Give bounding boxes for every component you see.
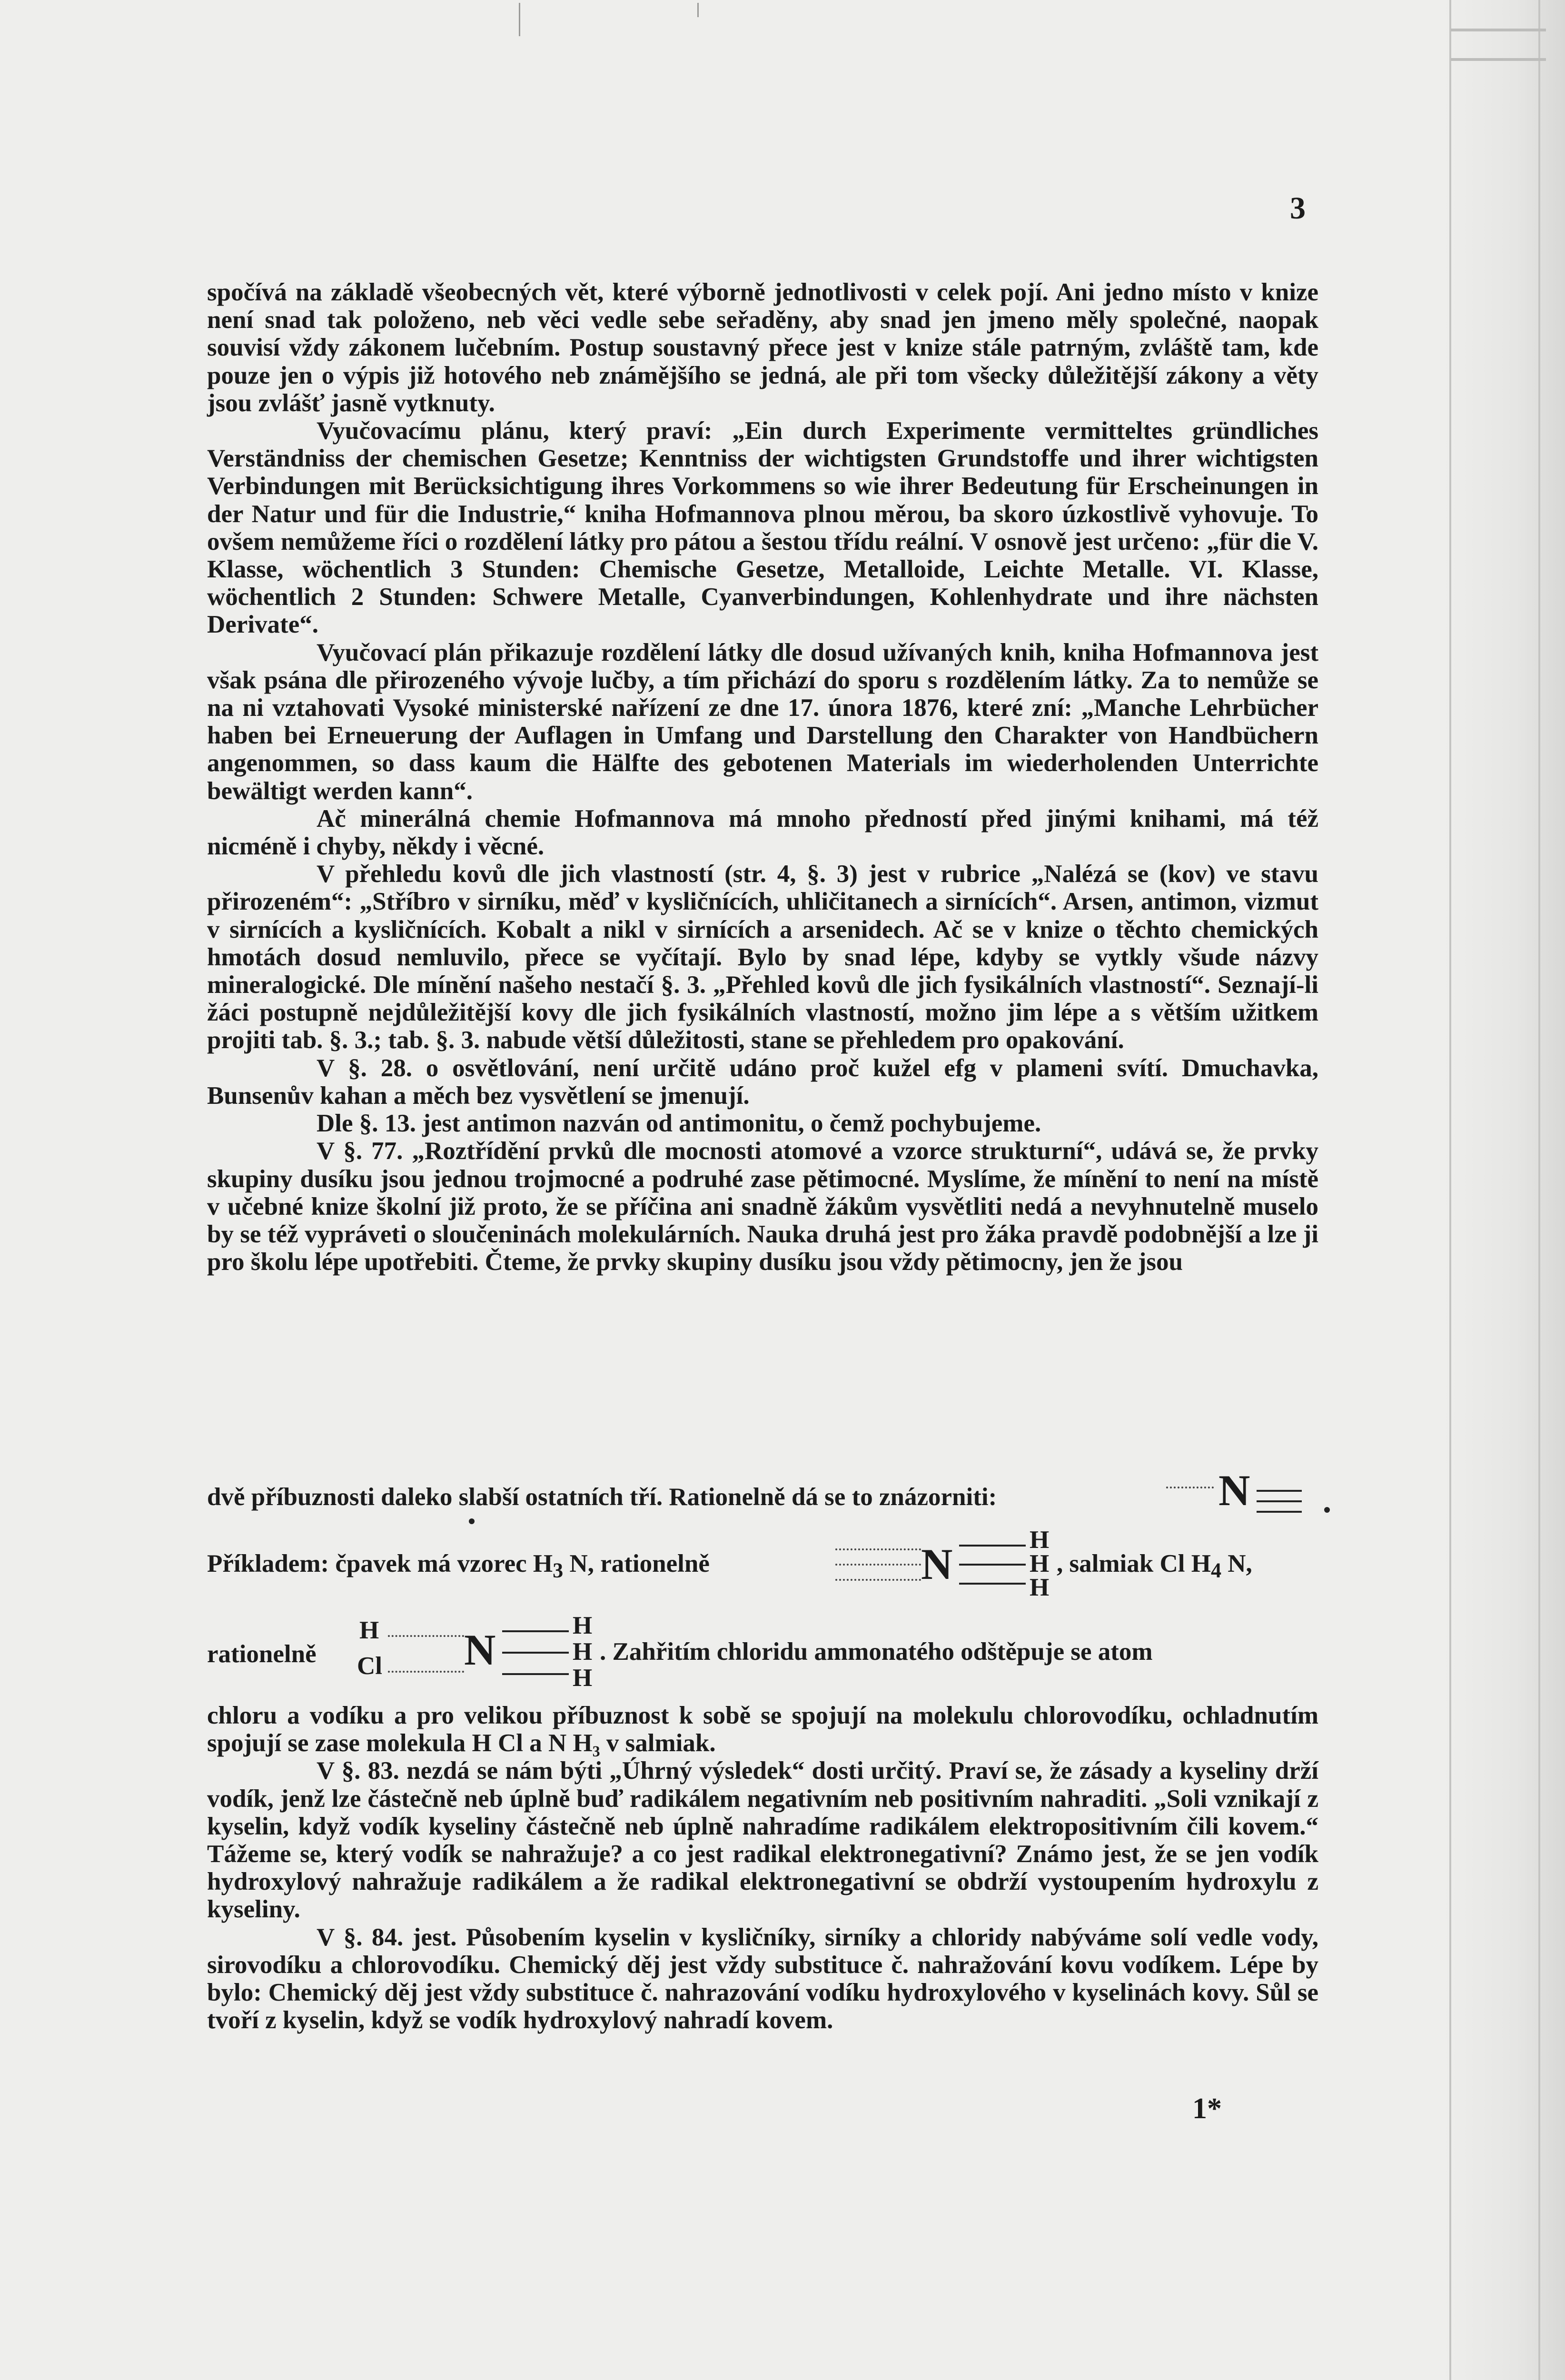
paragraph: V §. 83. nezdá se nám býti „Úhrný výsledek“ dosti určitý. Praví se, že zásady a kyseliny drží vodík, jenž lze částečně neb úplně buď radikálem negativním neb positivním nahraditi. „Soli vznikají z kyselin, když vodík kyseliny částečně neb úplně nahradíme radikálem elektropositivním čili kovem.“ Tážeme se, který vodík se nahražuje? a co jest radikal elektronegativní? Známo jest, že se jen vodík hydroxylový nahražuje radikálem a že radikal elektronegativní se obdrží vystoupením hydroxylu z kyseliny. [207,1757,1318,1924]
formula-line-3-end: . Zahřitím chloridu ammonatého odštěpuje se atom [600,1638,1153,1666]
page-edge [1441,0,1565,2380]
paragraph: Dle §. 13. jest antimon nazván od antimonitu, o čemž pochybujeme. [317,1110,1041,1138]
bond-line [1257,1511,1302,1513]
formula-line-2: Příkladem: čpavek má vzorec $H_3$ N, rationelně [207,1550,710,1582]
dotted-bond [1166,1487,1214,1488]
nitrogen-symbol: N [464,1626,496,1674]
paragraph: V §. 28. o osvětlování, není určitě udáno proč kužel efg v plameni svítí. Dmuchavka, Bunsenův kahan a měch bez vysvětlení se jmenují. [207,1054,1318,1110]
printer-signature: 1* [1192,2092,1222,2125]
dotted-bond [388,1671,464,1673]
formula-line-3: rationelně [207,1640,317,1668]
scan-tick [519,3,520,36]
ink-dot [469,1518,475,1524]
body-text [207,278,1318,1276]
hydrogen-symbol: H [573,1664,593,1692]
paragraph: V §. 84. jest. Působením kyselin v kysličníky, sirníky a chloridy nabýváme solí vedle vody, sirovodíku a chlorovodíku. Chemický děj jest vždy substituce č. nahražování kovu vodíkem. Lépe by bylo: Chemický děj jest vždy substituce č. nahrazování vodíku hydroxylového v kyselinách kovy. Sůl se tvoří z kyselin, když se vodík hydroxylový nahradí kovem. [207,1923,1318,2034]
hydrogen-symbol: H [573,1638,593,1666]
dotted-bond [835,1579,921,1581]
paragraph: spočívá na základě všeobecných vět, které výborně jednotlivosti v celek pojí. Ani jedno místo v knize není snad tak položeno, neb věci vedle sebe seřaděny, aby snad jen jmeno měly společné, naopak souvisí vždy zákonem lučebním. Postup soustavný přece jest v knize stále patrným, zvláště tam, kde pouze jen o výpis již hotového neb známějšího se jedná, ale při tom všecky důležitější zákony a věty jsou zvlášť jasně vytknuty. [207,278,1318,417]
bond-line [959,1545,1026,1547]
bond-line [502,1673,569,1675]
scan-tick [697,3,699,17]
bond-line [959,1583,1026,1585]
dotted-bond [835,1564,921,1566]
paragraph: Ač minerálná chemie Hofmannova má mnoho předností před jinými knihami, má též nicméně i chyby, někdy i věcné. [207,804,1318,861]
paragraph: chloru a vodíku a pro velikou příbuznost k sobě se spojují na molekulu chlorovodíku, ochladnutím spojují se zase molekula H Cl a N H₃ v salmiak. [207,1702,1318,1757]
bond-line [1257,1500,1302,1502]
hydrogen-symbol: H [573,1612,593,1639]
nitrogen-symbol: N [921,1540,953,1588]
hydrogen-symbol: H [1030,1550,1050,1577]
scan-mark [1451,58,1546,61]
formula-line-1: dvě příbuznosti daleko slabší ostatních tří. Rationelně dá se to znázorniti: [207,1483,997,1511]
bond-line [502,1652,569,1654]
scan-mark [1451,29,1546,31]
ink-dot [1324,1507,1330,1513]
bond-line [959,1564,1026,1566]
hydrogen-symbol: H [1030,1574,1050,1601]
nitrogen-symbol: N [1218,1466,1250,1515]
bond-line [502,1630,569,1632]
hydrogen-symbol: H [359,1616,379,1644]
paragraph: Vyučovací plán přikazuje rozdělení látky dle dosud užívaných knih, kniha Hofmannova jest však psána dle přirozeného vývoje lučby, a tím přichází do sporu s rozdělením látky. Za to nemůže se na ni vztahovati Vysoké ministerské nařízení ze dne 17. února 1876, které zní: „Manche Lehrbücher haben bei Erneuerung der Auflagen in Umfang und Darstellung den Charakter von Handbüchern angenommen, so dass kaum die Hälfte des gebotenen Materials im wiederholenden Unterrichte bewältigt werden kann“. [207,638,1318,805]
paragraph: V přehledu kovů dle jich vlastností (str. 4, §. 3) jest v rubrice „Nalézá se (kov) ve stavu přirozeném“: „Stříbro v sirníku, měď v kysličnících, uhličitanech a sirnících“. Arsen, antimon, vizmut v sirnících a kysličnících. Kobalt a nikl v sirnících a arsenidech. Ač se v knize o těchto chemických hmotách dosud nemluvilo, přece se vyčítají. Bylo by snad lépe, kdyby se vytkly všude názvy mineralogické. Dle mínění našeho nestačí §. 3. „Přehled kovů dle jich fysikálních vlastností“. Seznají-li žáci postupně nejdůležitější kovy dle jich fysikálních vlastností, možno jim lépe a s větším užitkem projiti tab. §. 3.; tab. §. 3. nabude větší důležitosti, stane se přehledem pro opakování. [207,860,1318,1054]
paragraph: Vyučovacímu plánu, který praví: „Ein durch Experimente vermitteltes gründliches Verständniss der chemischen Gesetze; Kenntniss der wichtigsten Grundstoffe und ihrer wichtigsten Verbindungen mit Berücksichtigung ihres Vorkommens so wie ihrer Bedeutung für Erscheinungen in der Natur und für die Industrie,“ kniha Hofmannova plnou měrou, ba skoro úzkostlivě vyhovuje. To ovšem nemůžeme říci o rozdělení látky pro pátou a šestou třídu reální. V osnově jest určeno: „für die V. Klasse, wöchentlich 3 Stunden: Chemische Gesetze, Metalloide, Leichte Metalle. VI. Klasse, wöchentlich 2 Stunden: Schwere Metalle, Cyanverbindungen, Kohlenhydrate und ihre nächsten Derivate“. [207,417,1318,639]
page-number: 3 [1290,191,1306,226]
page-edge-line [1449,0,1451,2380]
paragraph: V §. 77. „Roztřídění prvků dle mocnosti atomové a vzorce strukturní“, udává se, že prvky skupiny dusíku jsou jednou trojmocné a podruhé zase pětimocné. Myslíme, že mínění to není na místě v učebné knize školní již proto, že se příčina ani snadně žákům vysvětliti nedá a nevyhnutelně muselo by se též vypráveti o sloučeninách molekulárních. Nauka druhá jest pro žáka pravdě podobnější a lze ji pro školu lépe upotřebiti. Čteme, že prvky skupiny dusíku jsou vždy pětimocny, jen že jsou [207,1137,1318,1276]
chlorine-symbol: Cl [357,1652,382,1680]
formula-line-2-end: , salmiak Cl $H_4$ N, [1057,1550,1252,1582]
hydrogen-symbol: H [1030,1526,1050,1554]
body-text-continued [207,1702,1318,2034]
dotted-bond [835,1548,921,1550]
dotted-bond [388,1635,464,1637]
page-edge-line [1538,0,1540,2380]
bond-line [1257,1490,1302,1492]
